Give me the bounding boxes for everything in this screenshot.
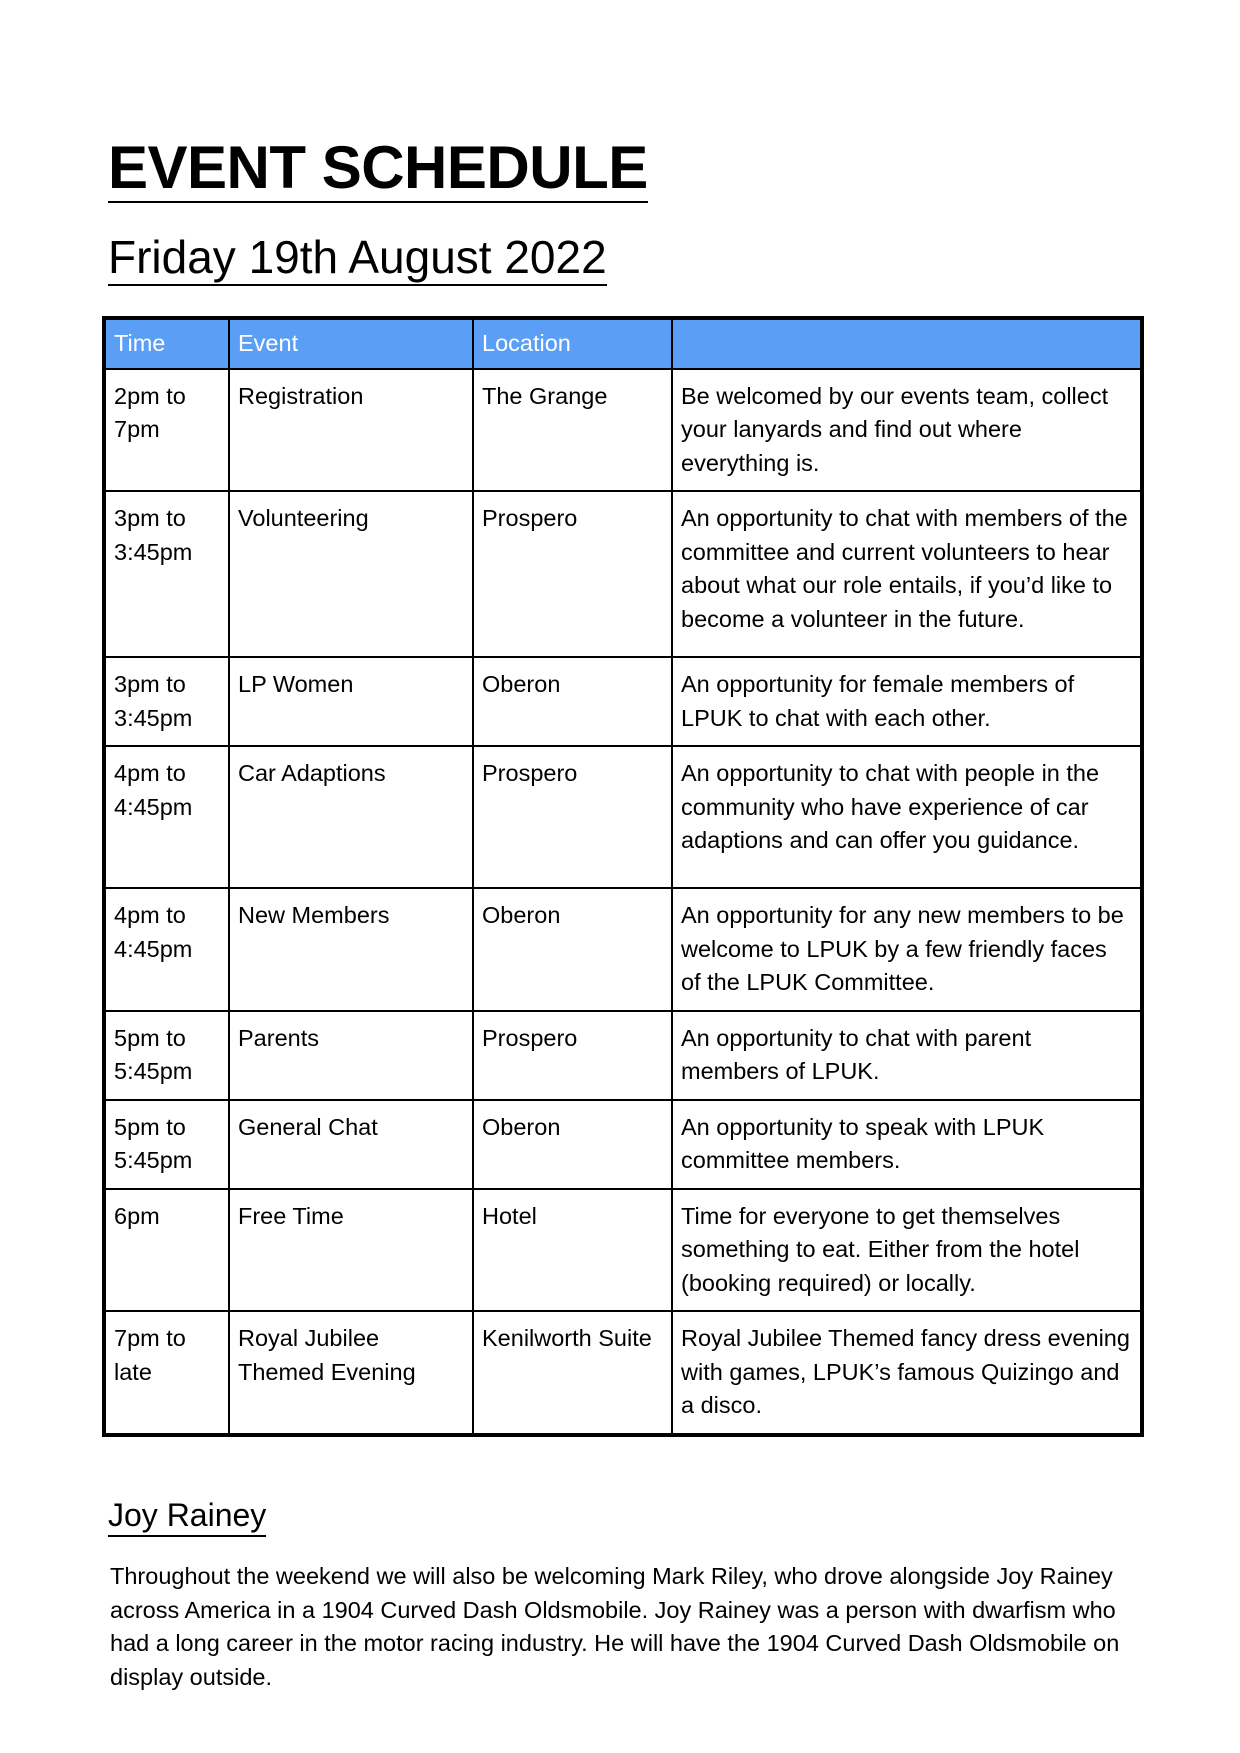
cell-event: Volunteering (229, 491, 473, 657)
table-row (104, 657, 1142, 746)
cell-event: Parents (229, 1011, 473, 1100)
cell-event: Car Adaptions (229, 746, 473, 888)
page-subtitle: Friday 19th August 2022 (108, 230, 607, 286)
cell-location: Prospero (473, 746, 672, 888)
column-header-time: Time (104, 318, 229, 369)
cell-event: General Chat (229, 1100, 473, 1189)
cell-description: An opportunity to speak with LPUK committee members. (672, 1100, 1142, 1189)
column-header-location: Location (473, 318, 672, 369)
table-row (104, 746, 1142, 888)
cell-time: 5pm to 5:45pm (104, 1100, 229, 1189)
table-header-row (104, 318, 1142, 369)
table-row (104, 1311, 1142, 1435)
section-heading: Joy Rainey (108, 1495, 266, 1537)
cell-event: Registration (229, 369, 473, 492)
schedule-table (102, 316, 1144, 1437)
cell-location: Oberon (473, 1100, 672, 1189)
cell-description: An opportunity to chat with people in the community who have experience of car adaptions and can offer you guidance. (672, 746, 1142, 888)
table-row (104, 491, 1142, 657)
cell-time: 3pm to 3:45pm (104, 491, 229, 657)
cell-description: Time for everyone to get themselves something to eat. Either from the hotel (booking required) or locally. (672, 1189, 1142, 1312)
cell-time: 4pm to 4:45pm (104, 888, 229, 1011)
cell-location: Prospero (473, 491, 672, 657)
cell-time: 5pm to 5:45pm (104, 1011, 229, 1100)
table-row (104, 1011, 1142, 1100)
cell-location: Hotel (473, 1189, 672, 1312)
column-header-description (672, 318, 1142, 369)
table-row (104, 1100, 1142, 1189)
table-row (104, 369, 1142, 492)
cell-location: Kenilworth Suite (473, 1311, 672, 1435)
cell-time: 3pm to 3:45pm (104, 657, 229, 746)
cell-description: An opportunity to chat with members of the committee and current volunteers to hear about what our role entails, if you’d like to become a volunteer in the future. (672, 491, 1142, 657)
cell-event: New Members (229, 888, 473, 1011)
cell-description: Be welcomed by our events team, collect your lanyards and find out where everything is. (672, 369, 1142, 492)
cell-event: Royal Jubilee Themed Evening (229, 1311, 473, 1435)
table-row (104, 1189, 1142, 1312)
table-row (104, 888, 1142, 1011)
cell-time: 2pm to 7pm (104, 369, 229, 492)
page-title: EVENT SCHEDULE (108, 134, 648, 201)
section-paragraph: Throughout the weekend we will also be welcoming Mark Riley, who drove alongside Joy Rainey across America in a 1904 Curved Dash Oldsmobile. Joy Rainey was a person with dwarfism who had a long career in the motor racing industry. He will have the 1904 Curved Dash Oldsmobile on display outside. (110, 1563, 1120, 1690)
column-header-event: Event (229, 318, 473, 369)
cell-description: An opportunity for female members of LPUK to chat with each other. (672, 657, 1142, 746)
cell-event: Free Time (229, 1189, 473, 1312)
cell-time: 6pm (104, 1189, 229, 1312)
cell-description: Royal Jubilee Themed fancy dress evening with games, LPUK’s famous Quizingo and a disco. (672, 1311, 1142, 1435)
cell-time: 7pm to late (104, 1311, 229, 1435)
cell-location: Oberon (473, 657, 672, 746)
cell-location: The Grange (473, 369, 672, 492)
cell-event: LP Women (229, 657, 473, 746)
cell-description: An opportunity for any new members to be welcome to LPUK by a few friendly faces of the LPUK Committee. (672, 888, 1142, 1011)
cell-location: Prospero (473, 1011, 672, 1100)
cell-time: 4pm to 4:45pm (104, 746, 229, 888)
cell-description: An opportunity to chat with parent members of LPUK. (672, 1011, 1142, 1100)
cell-location: Oberon (473, 888, 672, 1011)
